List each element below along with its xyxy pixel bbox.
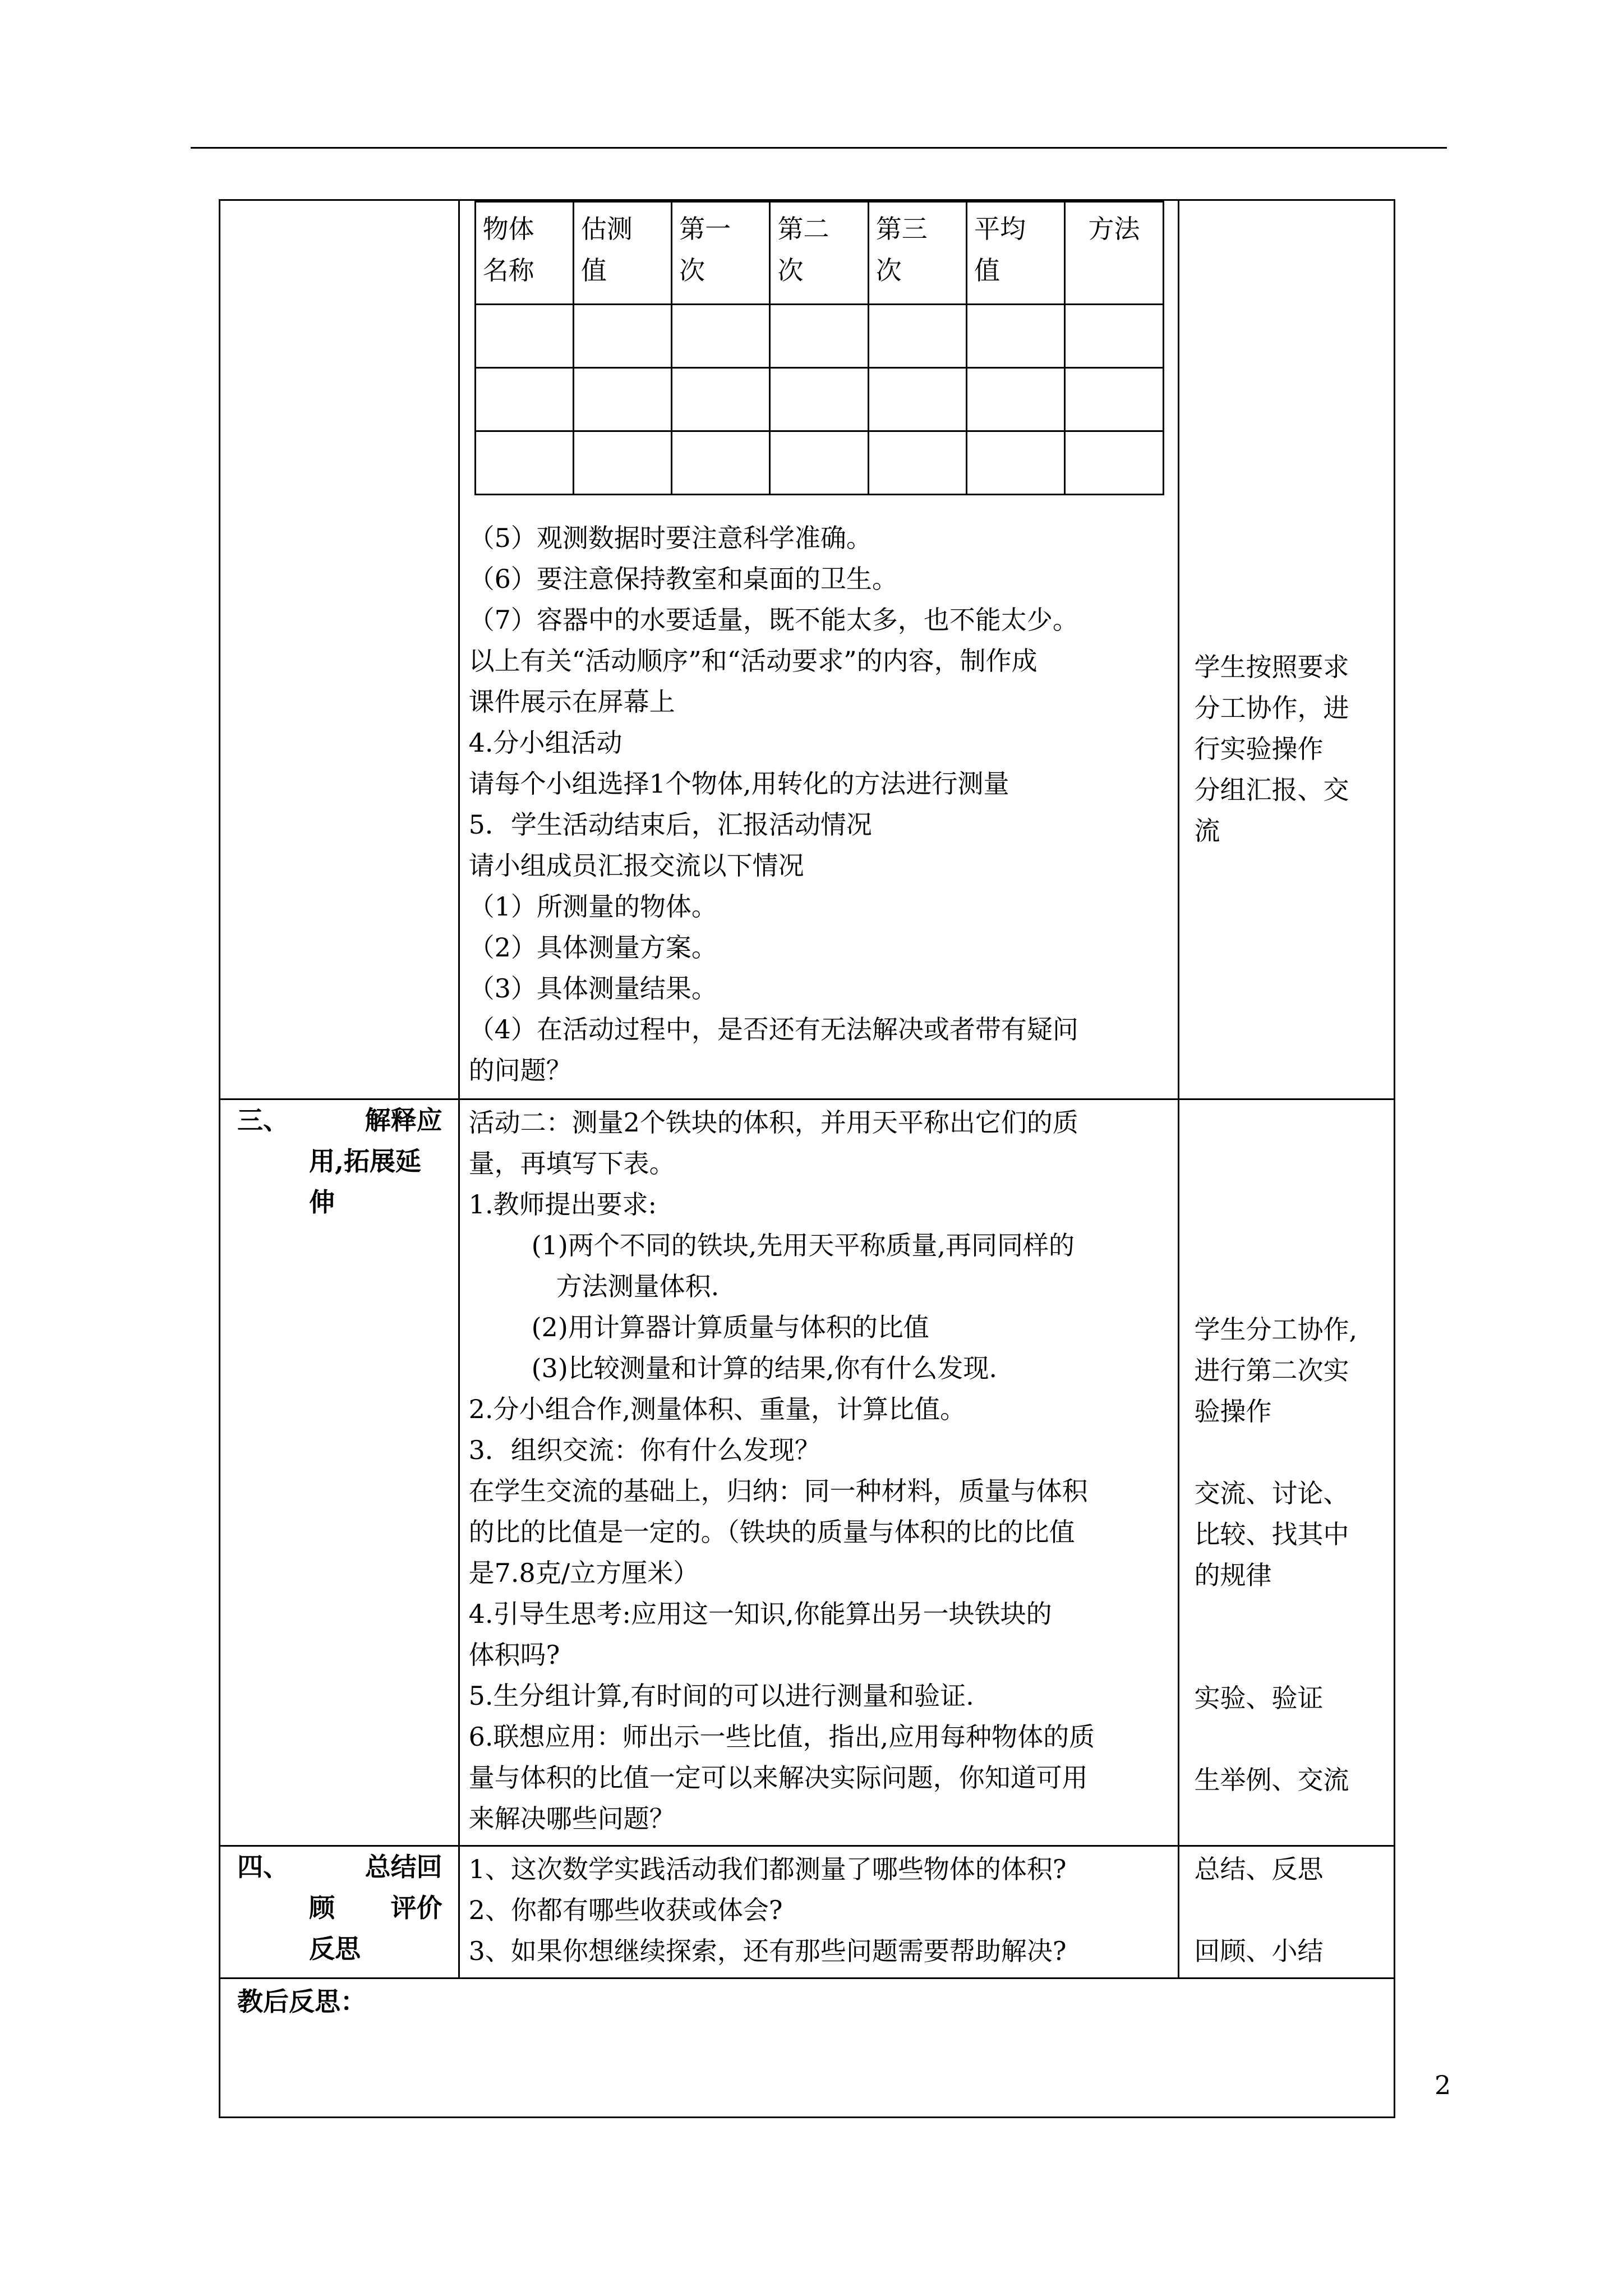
header-first: 第一 次 xyxy=(672,202,770,305)
reflection-cell xyxy=(220,1978,1395,2118)
text-line: (3)比较测量和计算的结果,你有什么发现. xyxy=(531,1353,998,1383)
text-line: 量与体积的比值一定可以来解决实际问题，你知道可用 xyxy=(468,1763,1088,1793)
measurement-table xyxy=(474,201,1164,495)
text-line: 的问题？ xyxy=(468,1055,572,1085)
text-line: 回顾、小结 xyxy=(1194,1936,1324,1966)
stage-number: 四、 xyxy=(237,1852,289,1882)
stage-title-part: 顾 xyxy=(309,1893,335,1923)
header-object-name: 物体 名称 xyxy=(475,202,573,305)
text-line: （2）具体测量方案。 xyxy=(468,932,717,963)
text-line: 比较、找其中 xyxy=(1194,1519,1349,1549)
text-line: 请每个小组选择1个物体,用转化的方法进行测量 xyxy=(468,769,1009,799)
header-estimate: 估测 值 xyxy=(573,202,671,305)
text-line: 来解决哪些问题？ xyxy=(468,1803,675,1834)
header-method: 方法 xyxy=(1065,202,1163,305)
stage-title-part: 总结回 xyxy=(365,1852,442,1882)
text-line: 生举例、交流 xyxy=(1194,1765,1349,1795)
text-line: （6）要注意保持教室和桌面的卫生。 xyxy=(468,564,898,594)
text-line: （4）在活动过程中，是否还有无法解决或者带有疑问 xyxy=(468,1014,1078,1045)
text-line: 以上有关“活动顺序”和“活动要求”的内容，制作成 xyxy=(468,646,1038,676)
text-line: 的比的比值是一定的。（铁块的质量与体积的比的比值 xyxy=(468,1517,1075,1547)
activity-cell xyxy=(459,1099,1179,1846)
activity-cell xyxy=(459,200,1179,1099)
student-activity xyxy=(1179,1100,1394,1801)
student-cell xyxy=(1179,200,1395,1099)
text-line: （1）所测量的物体。 xyxy=(468,891,717,922)
text-line: (2)用计算器计算质量与体积的比值 xyxy=(531,1312,929,1342)
activity-cell xyxy=(459,1846,1179,1978)
section-two-continuation-row xyxy=(220,200,1395,1099)
section-four-row xyxy=(220,1846,1395,1978)
text-line: 交流、讨论、 xyxy=(1194,1478,1349,1508)
text-line: 总结、反思 xyxy=(1194,1854,1324,1884)
student-activity xyxy=(1179,1847,1394,1972)
text-line: 3．组织交流：你有什么发现？ xyxy=(468,1435,820,1465)
text-line: 2、你都有哪些收获或体会? xyxy=(468,1895,783,1925)
page-number: 2 xyxy=(1435,2070,1451,2100)
stage-title-part: 评价 xyxy=(390,1893,442,1923)
text-line: 学生按照要求 xyxy=(1194,652,1349,682)
text-line: 的规律 xyxy=(1194,1560,1272,1590)
stage-label-four xyxy=(220,1847,458,1970)
text-line: 进行第二次实 xyxy=(1194,1355,1349,1386)
text-line: 行实验操作 xyxy=(1194,734,1324,764)
activity-instructions xyxy=(460,495,1178,1097)
lesson-plan-table xyxy=(219,199,1395,2118)
stage-title-part: 反思 xyxy=(309,1934,361,1964)
text-line: 2.分小组合作,测量体积、重量，计算比值。 xyxy=(468,1394,966,1424)
measurement-table-header xyxy=(475,202,1163,305)
text-line: 量，再填写下表。 xyxy=(468,1148,675,1179)
stage-cell-three xyxy=(220,1099,459,1846)
text-line: 流 xyxy=(1194,816,1220,846)
text-line: 5.生分组计算,有时间的可以进行测量和验证. xyxy=(468,1681,974,1711)
text-line: 4.引导生思考:应用这一知识,你能算出另一块铁块的 xyxy=(468,1599,1052,1629)
text-line: 请小组成员汇报交流以下情况 xyxy=(468,850,804,881)
reflection-label: 教后反思： xyxy=(237,1986,366,2017)
activity-two-instructions xyxy=(460,1100,1178,1845)
header-average: 平均 值 xyxy=(967,202,1065,305)
text-line: 课件展示在屏幕上 xyxy=(468,687,675,717)
header-rule xyxy=(191,147,1447,149)
text-line: （7）容器中的水要适量，既不能太多，也不能太少。 xyxy=(468,605,1078,635)
table-row xyxy=(475,431,1163,495)
stage-title-part: 伸 xyxy=(309,1187,335,1217)
text-line: 3、如果你想继续探索，还有那些问题需要帮助解决? xyxy=(468,1936,1067,1966)
text-line: 分组汇报、交 xyxy=(1194,775,1349,805)
text-line: 是7.8克/立方厘米） xyxy=(468,1558,699,1588)
summary-questions xyxy=(460,1847,1178,1977)
text-line: 6.联想应用：师出示一些比值，指出,应用每种物体的质 xyxy=(468,1722,1095,1752)
section-three-row xyxy=(220,1099,1395,1846)
stage-number: 三、 xyxy=(237,1105,289,1135)
text-line: 1.教师提出要求: xyxy=(468,1189,657,1220)
stage-label-three xyxy=(220,1100,458,1223)
text-line: 在学生交流的基础上，归纳：同一种材料，质量与体积 xyxy=(468,1476,1088,1506)
text-line: 实验、验证 xyxy=(1194,1683,1324,1713)
student-activity xyxy=(1179,201,1394,852)
header-second: 第二 次 xyxy=(770,202,868,305)
header-third: 第三 次 xyxy=(868,202,966,305)
text-line: 验操作 xyxy=(1194,1396,1272,1427)
student-cell xyxy=(1179,1846,1395,1978)
stage-title-part: 解释应 xyxy=(365,1105,442,1135)
student-cell xyxy=(1179,1099,1395,1846)
stage-cell-empty xyxy=(220,200,459,1099)
table-row xyxy=(475,368,1163,431)
text-line: （5）观测数据时要注意科学准确。 xyxy=(468,523,872,553)
text-line: 5．学生活动结束后，汇报活动情况 xyxy=(468,809,872,840)
text-line: 分工协作，进 xyxy=(1194,693,1349,723)
text-line: 活动二：测量2个铁块的体积，并用天平称出它们的质 xyxy=(468,1107,1078,1138)
text-line: 1、这次数学实践活动我们都测量了哪些物体的体积? xyxy=(468,1854,1067,1884)
table-row xyxy=(475,305,1163,368)
text-line: 学生分工协作, xyxy=(1194,1314,1358,1345)
text-line: （3）具体测量结果。 xyxy=(468,973,717,1004)
text-line: 体积吗? xyxy=(468,1640,560,1670)
stage-cell-four xyxy=(220,1846,459,1978)
text-line: (1)两个不同的铁块,先用天平称质量,再同同样的 xyxy=(531,1230,1075,1260)
text-line: 4.分小组活动 xyxy=(468,728,623,758)
stage-title-part: 用,拓展延 xyxy=(309,1146,422,1176)
text-line: 方法测量体积. xyxy=(556,1271,720,1301)
reflection-row xyxy=(220,1978,1395,2118)
